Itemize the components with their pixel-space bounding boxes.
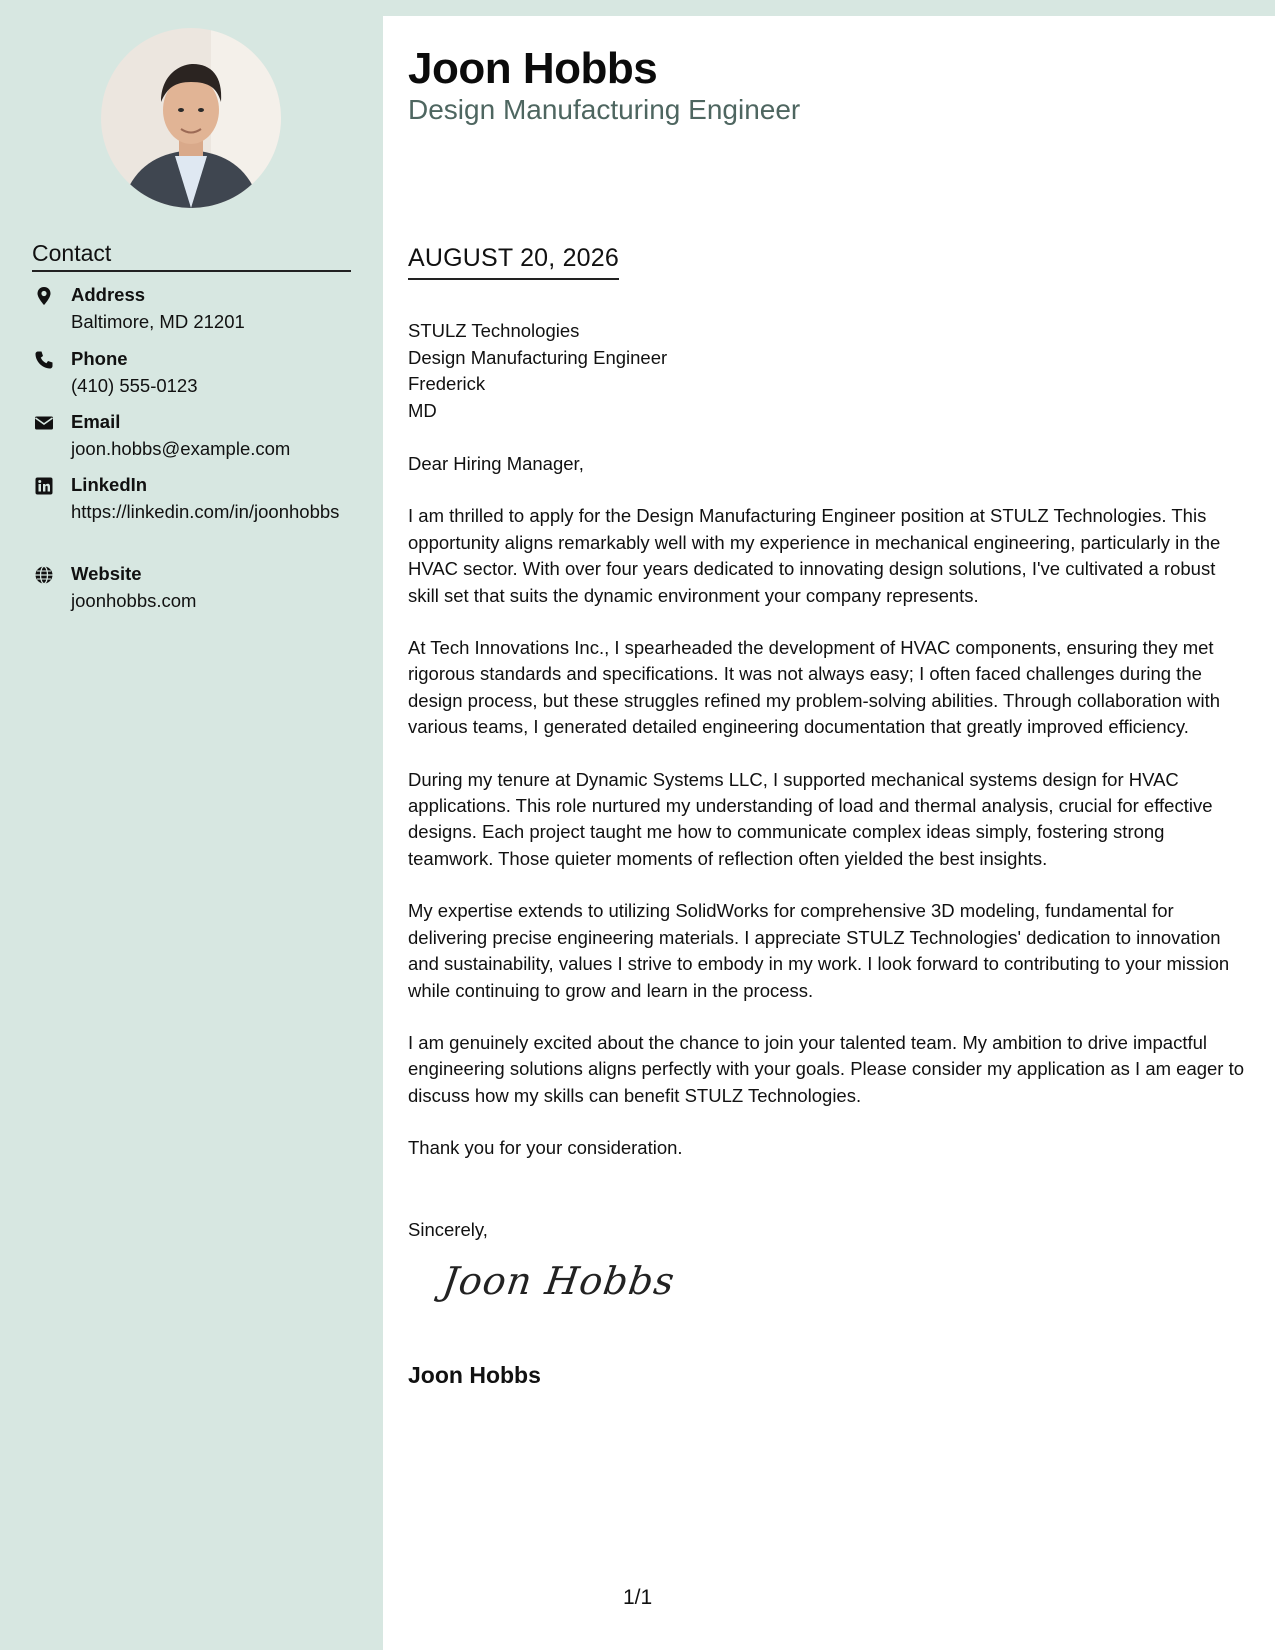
linkedin-icon xyxy=(34,476,54,496)
recipient-city: Frederick xyxy=(408,373,486,394)
contact-value: (410) 555-0123 xyxy=(71,375,198,396)
recipient-state: MD xyxy=(408,399,437,421)
contact-value: joon.hobbs@example.com xyxy=(71,438,291,459)
contact-label: LinkedIn xyxy=(71,474,148,495)
contact-label: Email xyxy=(71,411,121,432)
signer-name: Joon Hobbs xyxy=(408,1362,541,1388)
letter-content xyxy=(408,451,1248,1188)
contact-label: Website xyxy=(71,563,142,584)
contact-label: Address xyxy=(71,284,146,305)
envelope-icon xyxy=(34,413,54,433)
applicant-name: Joon Hobbs xyxy=(408,44,658,93)
contact-value: Baltimore, MD 21201 xyxy=(71,311,245,332)
letter-body xyxy=(383,16,1275,1650)
sidebar xyxy=(0,0,383,1650)
handwritten-signature: Joon Hobbs xyxy=(439,1259,678,1303)
paragraph: At Tech Innovations Inc., I spearheaded the development of HVAC components, ensuring they met rigorous standards and specifications. It was not always easy; I often faced challenges during the design process, but these struggles refined my problem-solving abilities. Through collaboration with various teams, I generated detailed engineering documentation that greatly improved efficiency. xyxy=(408,637,1221,738)
contact-label: Phone xyxy=(71,348,128,369)
salutation: Dear Hiring Manager, xyxy=(408,453,584,474)
globe-icon xyxy=(34,565,54,585)
recipient-position: Design Manufacturing Engineer xyxy=(408,346,668,368)
map-pin-icon xyxy=(34,286,54,306)
contact-heading: Contact xyxy=(32,240,351,272)
phone-icon xyxy=(34,350,54,370)
paragraph: I am genuinely excited about the chance to join your talented team. My ambition to drive impactful engineering solutions aligns perfectly with your goals. Please consider my application as I am eager to discuss how my skills can benefit STULZ Technologies. xyxy=(408,1031,1245,1106)
website-link[interactable]: joonhobbs.com xyxy=(71,590,197,611)
paragraph: Thank you for your consideration. xyxy=(408,1137,683,1159)
linkedin-link[interactable]: https://linkedin.com/in/joonhobbs xyxy=(71,501,340,522)
paragraph: During my tenure at Dynamic Systems LLC, I supported mechanical systems design for HVAC applications. This role nurtured my understanding of load and thermal analysis, crucial for effective designs. Each project taught me how to communicate complex ideas simply, fostering strong teamwork. Those quieter moments of reflection often yielded the best insights. xyxy=(408,768,1213,869)
closing: Sincerely, xyxy=(408,1219,488,1240)
applicant-title: Design Manufacturing Engineer xyxy=(408,94,801,125)
recipient-block xyxy=(408,318,667,424)
profile-photo xyxy=(101,28,281,208)
letter-date: AUGUST 20, 2026 xyxy=(408,244,619,280)
profile-photo-image xyxy=(101,28,281,208)
recipient-company: STULZ Technologies xyxy=(408,320,580,341)
paragraph: My expertise extends to utilizing SolidWorks for comprehensive 3D modeling, fundamental for delivering precise engineering materials. I appreciate STULZ Technologies' dedication to innovation and sustainability, values I strive to embody in my work. I look forward to contributing to your mission while continuing to grow and learn in the process. xyxy=(408,900,1230,1001)
page-indicator: 1/1 xyxy=(623,1586,653,1609)
paragraph: I am thrilled to apply for the Design Manufacturing Engineer position at STULZ Technologies. This opportunity aligns remarkably well with my experience in mechanical engineering, particularly in the HVAC sector. With over four years dedicated to innovating design solutions, I've cultivated a robust skill set that suits the dynamic environment your company represents. xyxy=(408,505,1221,606)
